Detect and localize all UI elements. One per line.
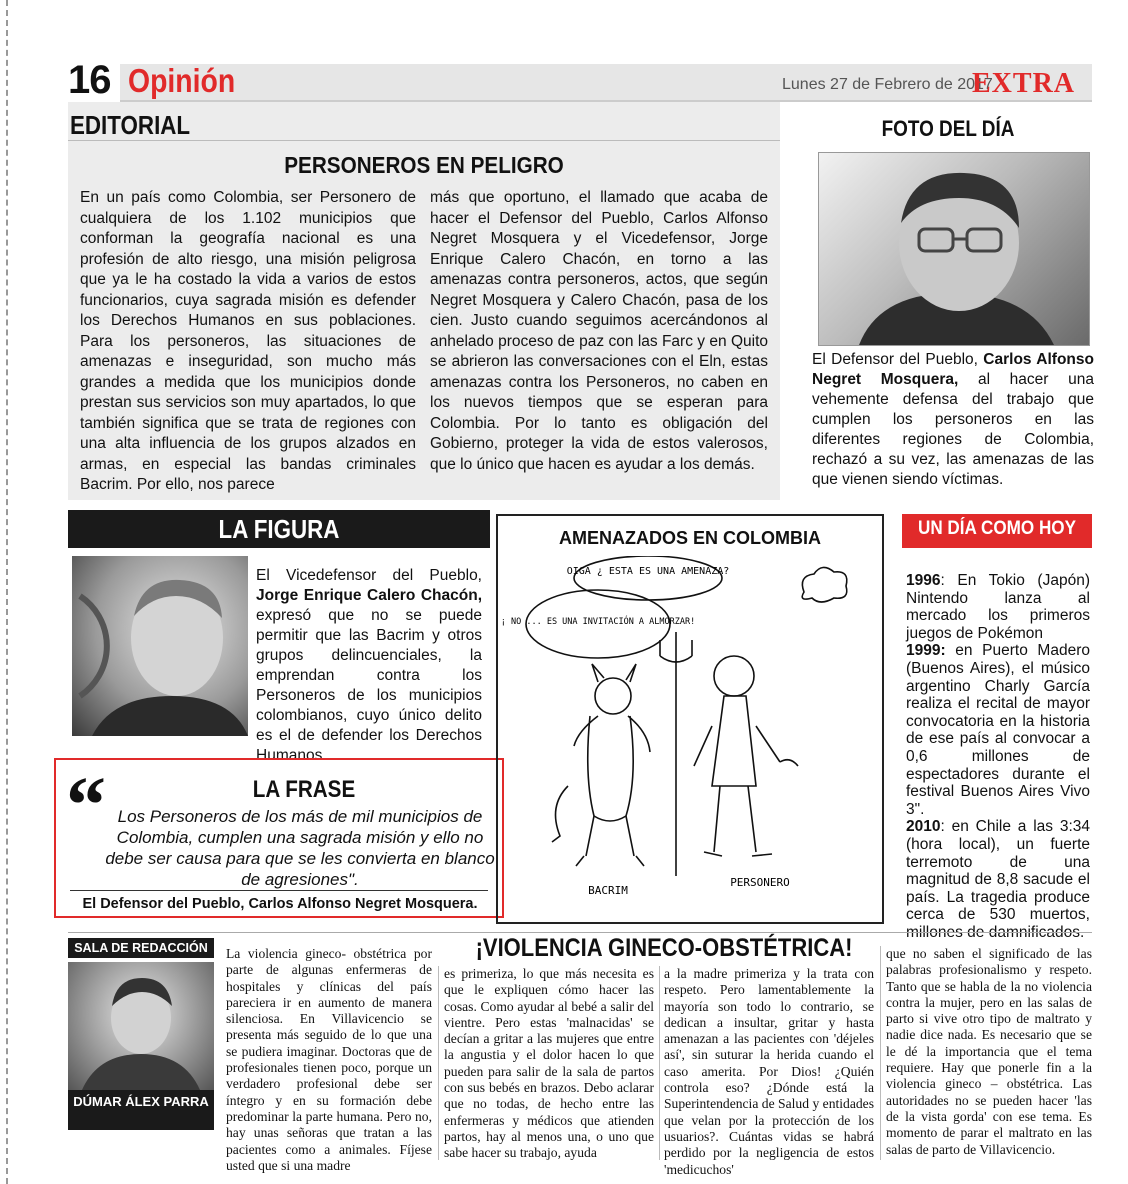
figure-photo bbox=[72, 556, 248, 736]
portrait-illustration bbox=[819, 153, 1089, 345]
history-entry bbox=[906, 572, 1090, 642]
photo-of-day-label: FOTO DEL DÍA bbox=[881, 116, 1015, 141]
figure-text bbox=[256, 566, 482, 766]
newsroom-label: SALA DE REDACCIÓN bbox=[68, 938, 214, 958]
editorial-divider bbox=[68, 140, 780, 141]
entry-year: 1999: bbox=[906, 642, 946, 660]
photo-of-day-image bbox=[818, 152, 1090, 346]
entry-year: 2010 bbox=[906, 818, 941, 836]
entry-text: en Puerto Madero (Buenos Aires), el músico argentino Charly García realiza el recital de mayor convocatoria en la historia de ese país al convocar a 0,6 millones de espectadores durante el festival Buenos Aires Vivo 3". bbox=[906, 642, 1090, 818]
column-divider bbox=[880, 946, 881, 1160]
figure-name: Jorge Enrique Calero Chacón, bbox=[256, 587, 482, 604]
on-this-day-label: UN DÍA COMO HOY bbox=[917, 518, 1077, 539]
quote-author: El Defensor del Pueblo, Carlos Alfonso Negret Mosquera. bbox=[82, 896, 478, 912]
brand-logo: EXTRA bbox=[972, 68, 1076, 99]
devil-head bbox=[595, 678, 631, 714]
editorial-column-2: más que oportuno, el llamado que acaba de hacer el Defensor del Pueblo, Carlos Alfonso Negret Mosquera y el Vicedefensor, Jorge Enrique Calero Chacón, en torno a las amenazas contra personeros, actos, que según Negret Mosquera y Calero Chacón, pasa de los cien. Justo cuando seguimos acercándonos al anhelado proceso de paz con las Farc y en Quito se abrieron las conversaciones con el Eln, estas amenazas contra los Personeros, no caben en los nuevos tiempos que se esperan para Colombia. Por lo tanto es obligación del Gobierno, proteger la vida de estos valerosos, que lo único que hacen es ayudar a los demás. bbox=[430, 189, 768, 473]
speech-bubble-1 bbox=[574, 556, 722, 600]
personero-head bbox=[714, 656, 754, 696]
cartoon-label-bacrim: BACRIM bbox=[588, 884, 628, 897]
history-entry bbox=[906, 818, 1090, 941]
figure-label: LA FIGURA bbox=[218, 514, 340, 544]
bubble-2-text: ¡ NO ... ES UNA INVITACIÓN A ALMORZAR! bbox=[500, 617, 696, 627]
column-text-3: a la madre primeriza y la trata con respeto. Pero lamentablemente la mayoría son todo lo contrario, se dedican a insultar, gritar y hasta amenazan a las pacientes con 'déjeles así', sin suturar la herida cuando el caso amerita. Por Dios! ¿Quién controla eso? ¿Dónde está la Superintendencia de Salud y entidades que velan por la protección de los usuarios?. Cuántas vidas se habrá perdido por la negligencia de estos 'medicuchos' bbox=[664, 966, 874, 1177]
page-number: 16 bbox=[68, 58, 111, 102]
figure-text-end: expresó que no se puede permitir que las Bacrim y otros grupos delincuenciales, la emprendan contra los Personeros de los municipios colombianos, cuyo único delito es el de defender los Derechos Humanos. bbox=[256, 607, 482, 764]
cartoon-illustration bbox=[498, 556, 882, 920]
columnist-photo bbox=[68, 962, 214, 1090]
columnist-name: DÚMAR ÁLEX PARRA bbox=[68, 1090, 214, 1130]
quote-text: Los Personeros de los más de mil municipios de Colombia, cumplen una sagrada misión y ello no debe ser causa para que se les convierta en blanco de agresiones". bbox=[105, 807, 495, 889]
bubble-1-text: OIGA ¿ ESTA ES UNA AMENAZA? bbox=[566, 566, 730, 577]
column-text-1: La violencia gineco- obstétrica por parte de algunas enfermeras de hospitales y clínicas del país pareciera ir en aumento de manera silenciosa. En Villavicencio se presenta más seguido de lo que una se pudiera imaginar. Doctoras que de profesionales tienen poco, porque un verdadero profesional debe ser íntegro y en su formación debe predominar la parte humana. Pero no, hay unas señoras que tratan a las pacientes como a animales. Fíjese usted que si una madre bbox=[226, 946, 432, 1173]
quote-mark-icon: “ bbox=[66, 762, 106, 850]
column-text-2: es primeriza, lo que más necesita es que le expliquen cómo hacer las cosas. Como ayudar al bebé a salir del vientre. Pero estas 'malnacidas' se decían a gritar a las mujeres que entre la angustia y el dolor hacen lo que pueden para salir de la sala de partos con sus bebés en brazos. Debo aclarar que no todas, de hecho entre las enfermeras y médicos que atienden partos, hay al menos una, o uno que sabe hacer su trabajo, ayuda bbox=[444, 966, 654, 1161]
column-divider bbox=[438, 966, 439, 1160]
photo-of-day-caption bbox=[812, 350, 1094, 490]
cartoon-title: AMENAZADOS EN COLOMBIA bbox=[559, 528, 821, 548]
on-this-day-entries bbox=[906, 572, 1090, 941]
caption-text-end: al hacer una vehemente defensa del trabajo que cumplen los personeros en las diferentes regiones de Colombia, rechazó a su vez, las amenazas de las que vienen siendo víctimas. bbox=[812, 371, 1094, 488]
figure-text-start: El Vicedefensor del Pueblo, bbox=[256, 567, 482, 584]
entry-year: 1996 bbox=[906, 572, 941, 589]
caption-text: El Defensor del Pueblo, bbox=[812, 351, 984, 368]
columnist-portrait-illustration bbox=[68, 962, 214, 1090]
caption-name: Carlos Alfonso Negret Mosquera, bbox=[812, 351, 1094, 388]
issue-date: Lunes 27 de Febrero de 2017 bbox=[782, 76, 993, 93]
history-entry bbox=[906, 642, 1090, 818]
column-text-4: que no saben el significado de las palabras profesionalismo y respeto. Tanto que se habla de la no violencia contra la mujer, pero en las salas de parto si vive otro tipo de maltrato y nadie dice nada. Es necesario que se le dé la importancia que el tema requiere. Hay que ponerle fin a la violencia gineco – obstétrica. Las autoridades no se pueden hacer 'las de la vista gorda' con ese tema. Es momento de parar el maltrato en las salas de parto de Villavicencio. bbox=[886, 946, 1092, 1157]
entry-text: : En Tokio (Japón) Nintendo lanza al mercado los primeros juegos de Pokémon bbox=[906, 572, 1090, 642]
quote-divider bbox=[70, 890, 488, 891]
cloud-shape bbox=[802, 567, 847, 602]
figure-portrait-illustration bbox=[72, 556, 248, 736]
editorial-label: EDITORIAL bbox=[70, 110, 191, 140]
column-headline: ¡VIOLENCIA GINECO-OBSTÉTRICA! bbox=[475, 934, 853, 962]
entry-text: : en Chile a las 3:34 (hora local), un fuerte terremoto de una magnitud de 8,8 sacude el país. La tragedia produce cerca de 530 muertos, millones de damnificados. bbox=[906, 818, 1090, 941]
editorial-column-1: En un país como Colombia, ser Personero de cualquiera de los 1.102 municipios que conforman la geografía nacional es una profesión de alto riesgo, una misión peligrosa que ya le ha costado la vida a varios de estos funcionarios, cuya sagrada misión es defender los Derechos Humanos en sus poblaciones. Para los personeros, las situaciones de amenazas e inseguridad, son mucho más grandes a medida que los municipios donde prestan sus servicios son muy apartados, lo que también significa que se trata de regiones con una alta influencia de los grupos alzados en armas, en especial las bandas criminales Bacrim. Por ello, nos parece bbox=[80, 189, 416, 493]
cartoon-label-personero: PERSONERO bbox=[730, 876, 790, 889]
bottom-section-rule bbox=[68, 932, 1092, 933]
column-divider bbox=[659, 966, 660, 1160]
section-title: Opinión bbox=[128, 62, 236, 99]
quote-label: LA FRASE bbox=[252, 776, 356, 803]
page-edge-perforation bbox=[6, 0, 8, 1184]
editorial-headline: PERSONEROS EN PELIGRO bbox=[284, 152, 564, 178]
